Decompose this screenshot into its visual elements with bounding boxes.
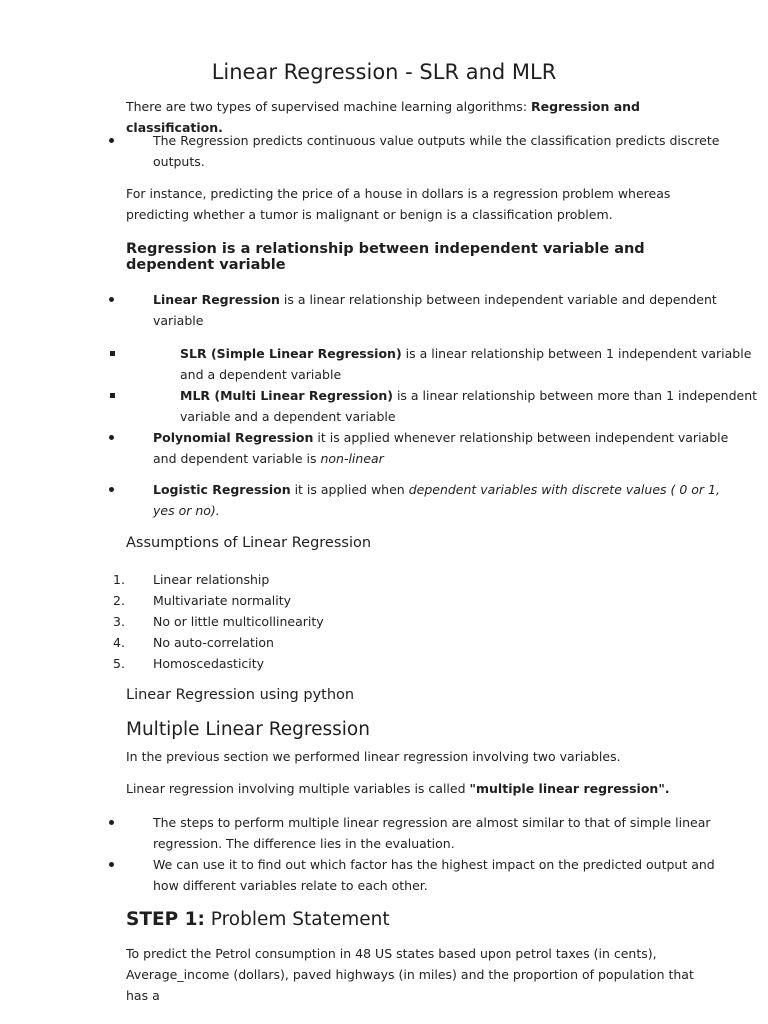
logistic-list: [126, 479, 720, 521]
assumptions-heading: Assumptions of Linear Regression: [126, 535, 372, 551]
list-item: The Regression predicts continuous value outputs while the classification predicts discrete outputs.: [126, 130, 743, 172]
list-item: We can use it to find out which factor has the highest impact on the predicted output and how different variables relate to each other.: [126, 854, 743, 896]
list-item-linear: Linear Regression is a linear relationship between independent variable and dependent variable: [126, 289, 743, 331]
list-item: 3. No or little multicollinearity: [113, 614, 324, 629]
regression-types-list: [126, 289, 716, 331]
mlr-heading: Multiple Linear Regression: [126, 719, 370, 740]
list-item-slr: SLR (Simple Linear Regression) is a linear relationship between 1 independent variable and a dependent variable: [126, 343, 768, 385]
list-item-mlr: MLR (Multi Linear Regression) is a linear relationship between more than 1 independent variable and a dependent variable: [126, 385, 768, 427]
list-item: 1. Linear relationship: [113, 572, 270, 587]
instance-paragraph: For instance, predicting the price of a house in dollars is a regression problem whereas predicting whether a tumor is malignant or benign is a classification problem.: [126, 186, 671, 222]
list-item: 5. Homoscedasticity: [113, 656, 265, 671]
list-item: The steps to perform multiple linear regression are almost similar to that of simple linear regression. The difference lies in the evaluation.: [126, 812, 743, 854]
intro-list: [126, 130, 720, 172]
list-item: 2. Multivariate normality: [113, 593, 292, 608]
mlr-paragraph-1: In the previous section we performed linear regression involving two variables.: [126, 749, 621, 764]
step1-paragraph: To predict the Petrol consumption in 48 US states based upon petrol taxes (in cents), Average_income (dollars), paved highways (in miles) and the proportion of population that has a: [126, 946, 694, 1003]
step1-heading: STEP 1: Problem Statement: [126, 909, 390, 930]
list-item: 4. No auto-correlation: [113, 635, 274, 650]
list-item-polynomial: Polynomial Regression it is applied whenever relationship between independent variable and dependent variable is non-linear: [126, 427, 743, 469]
list-item-logistic: Logistic Regression it is applied when dependent variables with discrete values ( 0 or 1, yes or no).: [126, 479, 743, 521]
mlr-paragraph-2: Linear regression involving multiple variables is called "multiple linear regression".: [126, 781, 670, 796]
regression-heading: Regression is a relationship between independent variable and dependent variable: [126, 241, 645, 273]
regression-subtypes-list: [126, 343, 758, 469]
intro-paragraph: There are two types of supervised machine learning algorithms: Regression and classification.: [126, 99, 640, 135]
mlr-list: [126, 812, 716, 896]
intro-bold: Regression and classification.: [126, 99, 640, 135]
assumptions-list: [113, 569, 716, 674]
page-title: Linear Regression - SLR and MLR: [211, 60, 557, 84]
python-heading: Linear Regression using python: [126, 687, 355, 703]
